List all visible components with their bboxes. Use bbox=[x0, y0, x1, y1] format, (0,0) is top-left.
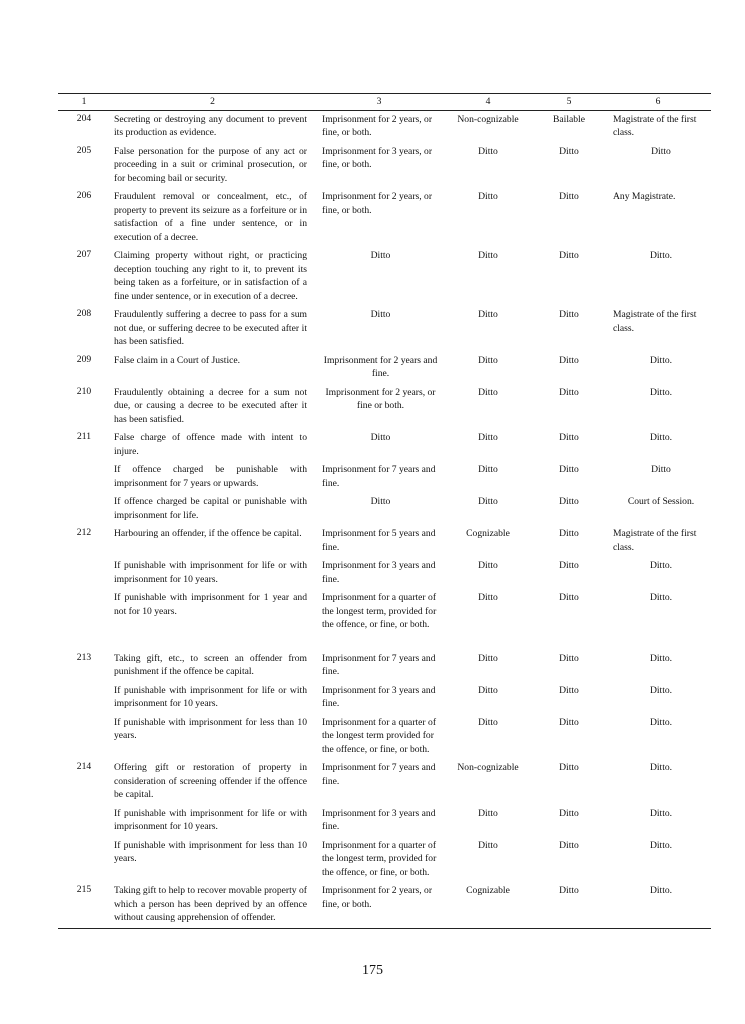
bailable-status: Ditto bbox=[559, 560, 579, 571]
table-row bbox=[58, 805, 711, 837]
punishment: Imprisonment for 3 years and fine. bbox=[322, 684, 436, 709]
punishment: Imprisonment for 7 years and fine. bbox=[322, 652, 436, 677]
section-number: 207 bbox=[76, 249, 92, 260]
bailable-status: Ditto bbox=[559, 652, 579, 664]
section-number: 204 bbox=[76, 112, 92, 124]
bailable-status: Ditto bbox=[559, 145, 579, 157]
document-page bbox=[58, 93, 711, 929]
section-number bbox=[58, 493, 110, 525]
cognizable-status: Ditto bbox=[478, 560, 498, 571]
table-row bbox=[58, 352, 711, 384]
bailable-status: Ditto bbox=[559, 716, 579, 728]
punishment: Imprisonment for a quarter of the longest term provided for the offence, or fine, or both. bbox=[322, 716, 437, 755]
triable-court: Ditto. bbox=[649, 560, 673, 571]
section-number: 205 bbox=[76, 144, 92, 156]
section-number: 210 bbox=[76, 385, 92, 397]
cognizable-status: Ditto bbox=[478, 652, 498, 664]
section-number: 206 bbox=[76, 190, 92, 201]
offence-description: If punishable with imprisonment for life or with imprisonment for 10 years. bbox=[114, 807, 307, 832]
cognizable-status: Ditto bbox=[478, 839, 498, 851]
punishment: Imprisonment for 2 years, or fine, or both. bbox=[322, 113, 433, 138]
bailable-status: Ditto bbox=[559, 386, 579, 398]
table-row bbox=[58, 429, 711, 461]
column-header: 3 bbox=[315, 94, 443, 111]
table-row bbox=[58, 650, 711, 682]
bailable-status: Ditto bbox=[559, 191, 579, 202]
offence-description: Claiming property without right, or practicing deception touching any right to it, to prevent its being taken as a forfeiture, or in satisfaction of a fine under sentence, or in execution of a decree. bbox=[114, 250, 307, 302]
bailable-status: Ditto bbox=[559, 762, 579, 773]
column-header: 5 bbox=[533, 94, 605, 111]
offence-description: Taking gift, etc., to screen an offender from punishment if the offence be capital. bbox=[114, 652, 307, 677]
bailable-status: Ditto bbox=[559, 354, 579, 366]
table-row bbox=[58, 188, 711, 247]
triable-court: Ditto. bbox=[649, 762, 673, 773]
offence-description: If punishable with imprisonment for less than 10 years. bbox=[114, 716, 307, 741]
triable-court: Ditto. bbox=[649, 592, 673, 603]
bailable-status: Ditto bbox=[559, 250, 579, 261]
cognizable-status: Ditto bbox=[478, 191, 498, 202]
section-number bbox=[58, 557, 110, 589]
table-row bbox=[58, 882, 711, 928]
triable-court: Ditto. bbox=[649, 250, 673, 261]
offence-description: Fraudulent removal or concealment, etc., of property to prevent its seizure as a forfeiture or in satisfaction of a fine under sentence, or in execution of a decree. bbox=[114, 191, 307, 243]
triable-court: Court of Session. bbox=[627, 496, 695, 507]
cognizable-status: Non-cognizable bbox=[457, 762, 519, 773]
offences-table bbox=[58, 93, 711, 929]
table-row bbox=[58, 759, 711, 805]
section-number: 214 bbox=[76, 761, 92, 772]
punishment: Imprisonment for 3 years, or fine, or both. bbox=[322, 145, 433, 170]
cognizable-status: Ditto bbox=[478, 464, 498, 475]
offence-description: Harbouring an offender, if the offence be capital. bbox=[114, 528, 302, 539]
cognizable-status: Ditto bbox=[478, 250, 498, 261]
table-row bbox=[58, 837, 711, 883]
punishment: Imprisonment for 3 years and fine. bbox=[322, 560, 436, 585]
offence-description: If offence charged be punishable with imprisonment for 7 years or upwards. bbox=[114, 464, 307, 489]
section-number: 208 bbox=[76, 308, 92, 319]
punishment: Imprisonment for a quarter of the longest term, provided for the offence, or fine, or both. bbox=[322, 839, 437, 878]
offence-description: Fraudulently suffering a decree to pass for a sum not due, or suffering decree to be executed after it has been satisfied. bbox=[114, 309, 307, 347]
triable-court: Magistrate of the first class. bbox=[613, 528, 697, 553]
bailable-status: Ditto bbox=[559, 807, 579, 819]
triable-court: Ditto. bbox=[649, 839, 673, 851]
cognizable-status: Ditto bbox=[478, 807, 498, 819]
table-row bbox=[58, 493, 711, 525]
offence-description: False charge of offence made with intent to injure. bbox=[114, 432, 307, 457]
table-row bbox=[58, 714, 711, 760]
cognizable-status: Ditto bbox=[478, 145, 498, 157]
table-row bbox=[58, 682, 711, 714]
section-number bbox=[58, 837, 110, 883]
triable-court: Ditto. bbox=[649, 386, 673, 398]
table-body bbox=[58, 110, 711, 928]
section-number bbox=[58, 714, 110, 760]
bailable-status: Ditto bbox=[533, 882, 605, 928]
cognizable-status: Cognizable bbox=[443, 882, 533, 928]
offence-description: Secreting or destroying any document to prevent its production as evidence. bbox=[114, 113, 307, 138]
section-number: 215 bbox=[58, 882, 110, 928]
punishment: Imprisonment for 3 years and fine. bbox=[322, 807, 436, 832]
table-row bbox=[58, 143, 711, 189]
section-number: 213 bbox=[76, 651, 92, 663]
cognizable-status: Ditto bbox=[478, 354, 498, 366]
punishment: Imprisonment for 2 years, or fine, or both. bbox=[322, 191, 433, 216]
column-number-row bbox=[58, 94, 711, 111]
triable-court: Ditto. bbox=[649, 432, 673, 443]
offence-description: If punishable with imprisonment for 1 year and not for 10 years. bbox=[114, 592, 307, 617]
column-header: 6 bbox=[605, 94, 711, 111]
table-row bbox=[58, 525, 711, 557]
cognizable-status: Cognizable bbox=[466, 528, 510, 539]
triable-court: Magistrate of the first class. bbox=[613, 113, 697, 138]
cognizable-status: Ditto bbox=[478, 432, 498, 443]
bailable-status: Ditto bbox=[559, 309, 579, 320]
punishment: Ditto bbox=[370, 496, 391, 507]
bailable-status: Ditto bbox=[559, 464, 579, 475]
punishment: Imprisonment for 7 years and fine. bbox=[322, 762, 436, 787]
column-header: 2 bbox=[110, 94, 315, 111]
triable-court: Ditto. bbox=[649, 354, 673, 366]
punishment: Ditto bbox=[370, 432, 391, 443]
offence-description: If punishable with imprisonment for less than 10 years. bbox=[114, 839, 307, 864]
column-header: 1 bbox=[58, 94, 110, 111]
table-row bbox=[58, 110, 711, 143]
section-number: 211 bbox=[76, 431, 92, 442]
column-header: 4 bbox=[443, 94, 533, 111]
bailable-status: Ditto bbox=[559, 592, 579, 603]
cognizable-status: Ditto bbox=[478, 592, 498, 603]
offence-description: If punishable with imprisonment for life or with imprisonment for 10 years. bbox=[114, 560, 307, 585]
table-row bbox=[58, 557, 711, 589]
cognizable-status: Non-cognizable bbox=[457, 113, 519, 125]
punishment: Imprisonment for 2 years, or fine, or both. bbox=[315, 882, 443, 928]
table-header bbox=[58, 94, 711, 111]
punishment: Ditto bbox=[370, 250, 391, 261]
table-row bbox=[58, 461, 711, 493]
section-number bbox=[58, 461, 110, 493]
triable-court: Ditto. bbox=[649, 807, 673, 819]
bailable-status: Ditto bbox=[559, 684, 579, 696]
punishment: Ditto bbox=[370, 309, 391, 320]
offence-description: Taking gift to help to recover movable property of which a person has been deprived by an offence without causing apprehension of offender. bbox=[110, 882, 315, 928]
triable-court: Ditto. bbox=[649, 652, 673, 664]
punishment: Imprisonment for a quarter of the longest term, provided for the offence, or fine, or both. bbox=[322, 592, 437, 630]
triable-court: Ditto bbox=[651, 145, 671, 157]
offence-description: If punishable with imprisonment for life or with imprisonment for 10 years. bbox=[114, 684, 307, 709]
punishment: Imprisonment for 5 years and fine. bbox=[322, 528, 436, 553]
bailable-status: Ditto bbox=[559, 496, 579, 507]
cognizable-status: Ditto bbox=[478, 716, 498, 728]
offence-description: False claim in a Court of Justice. bbox=[114, 354, 241, 366]
cognizable-status: Ditto bbox=[478, 684, 498, 696]
bailable-status: Ditto bbox=[559, 528, 579, 539]
triable-court: Ditto bbox=[651, 464, 671, 475]
cognizable-status: Ditto bbox=[478, 309, 498, 320]
triable-court: Ditto. bbox=[605, 882, 711, 928]
bailable-status: Ditto bbox=[559, 839, 579, 851]
section-number bbox=[58, 589, 110, 650]
triable-court: Magistrate of the first class. bbox=[613, 309, 697, 334]
section-number: 209 bbox=[76, 353, 92, 365]
section-number bbox=[58, 805, 110, 837]
table-row bbox=[58, 384, 711, 430]
section-number: 212 bbox=[76, 527, 92, 538]
offence-description: Fraudulently obtaining a decree for a sum not due, or causing a decree to be executed after it has been satisfied. bbox=[114, 386, 307, 425]
triable-court: Ditto. bbox=[649, 716, 673, 728]
offence-description: False personation for the purpose of any act or proceeding in a suit or criminal prosecution, or for becoming bail or security. bbox=[114, 145, 307, 184]
cognizable-status: Ditto bbox=[478, 386, 498, 398]
punishment: Imprisonment for 2 years, or fine or both. bbox=[325, 386, 436, 411]
punishment: Imprisonment for 2 years and fine. bbox=[323, 354, 438, 379]
cognizable-status: Ditto bbox=[478, 496, 498, 507]
bailable-status: Ditto bbox=[559, 432, 579, 443]
section-number bbox=[58, 682, 110, 714]
table-row bbox=[58, 247, 711, 306]
offence-description: If offence charged be capital or punishable with imprisonment for life. bbox=[114, 496, 307, 521]
table-row bbox=[58, 306, 711, 352]
triable-court: Ditto. bbox=[649, 684, 673, 696]
triable-court: Any Magistrate. bbox=[613, 191, 676, 202]
bailable-status: Bailable bbox=[553, 113, 585, 125]
page-number: 175 bbox=[362, 963, 383, 978]
punishment: Imprisonment for 7 years and fine. bbox=[322, 464, 436, 489]
table-row bbox=[58, 589, 711, 650]
offence-description: Offering gift or restoration of property in consideration of screening offender if the offence be capital. bbox=[114, 762, 307, 800]
